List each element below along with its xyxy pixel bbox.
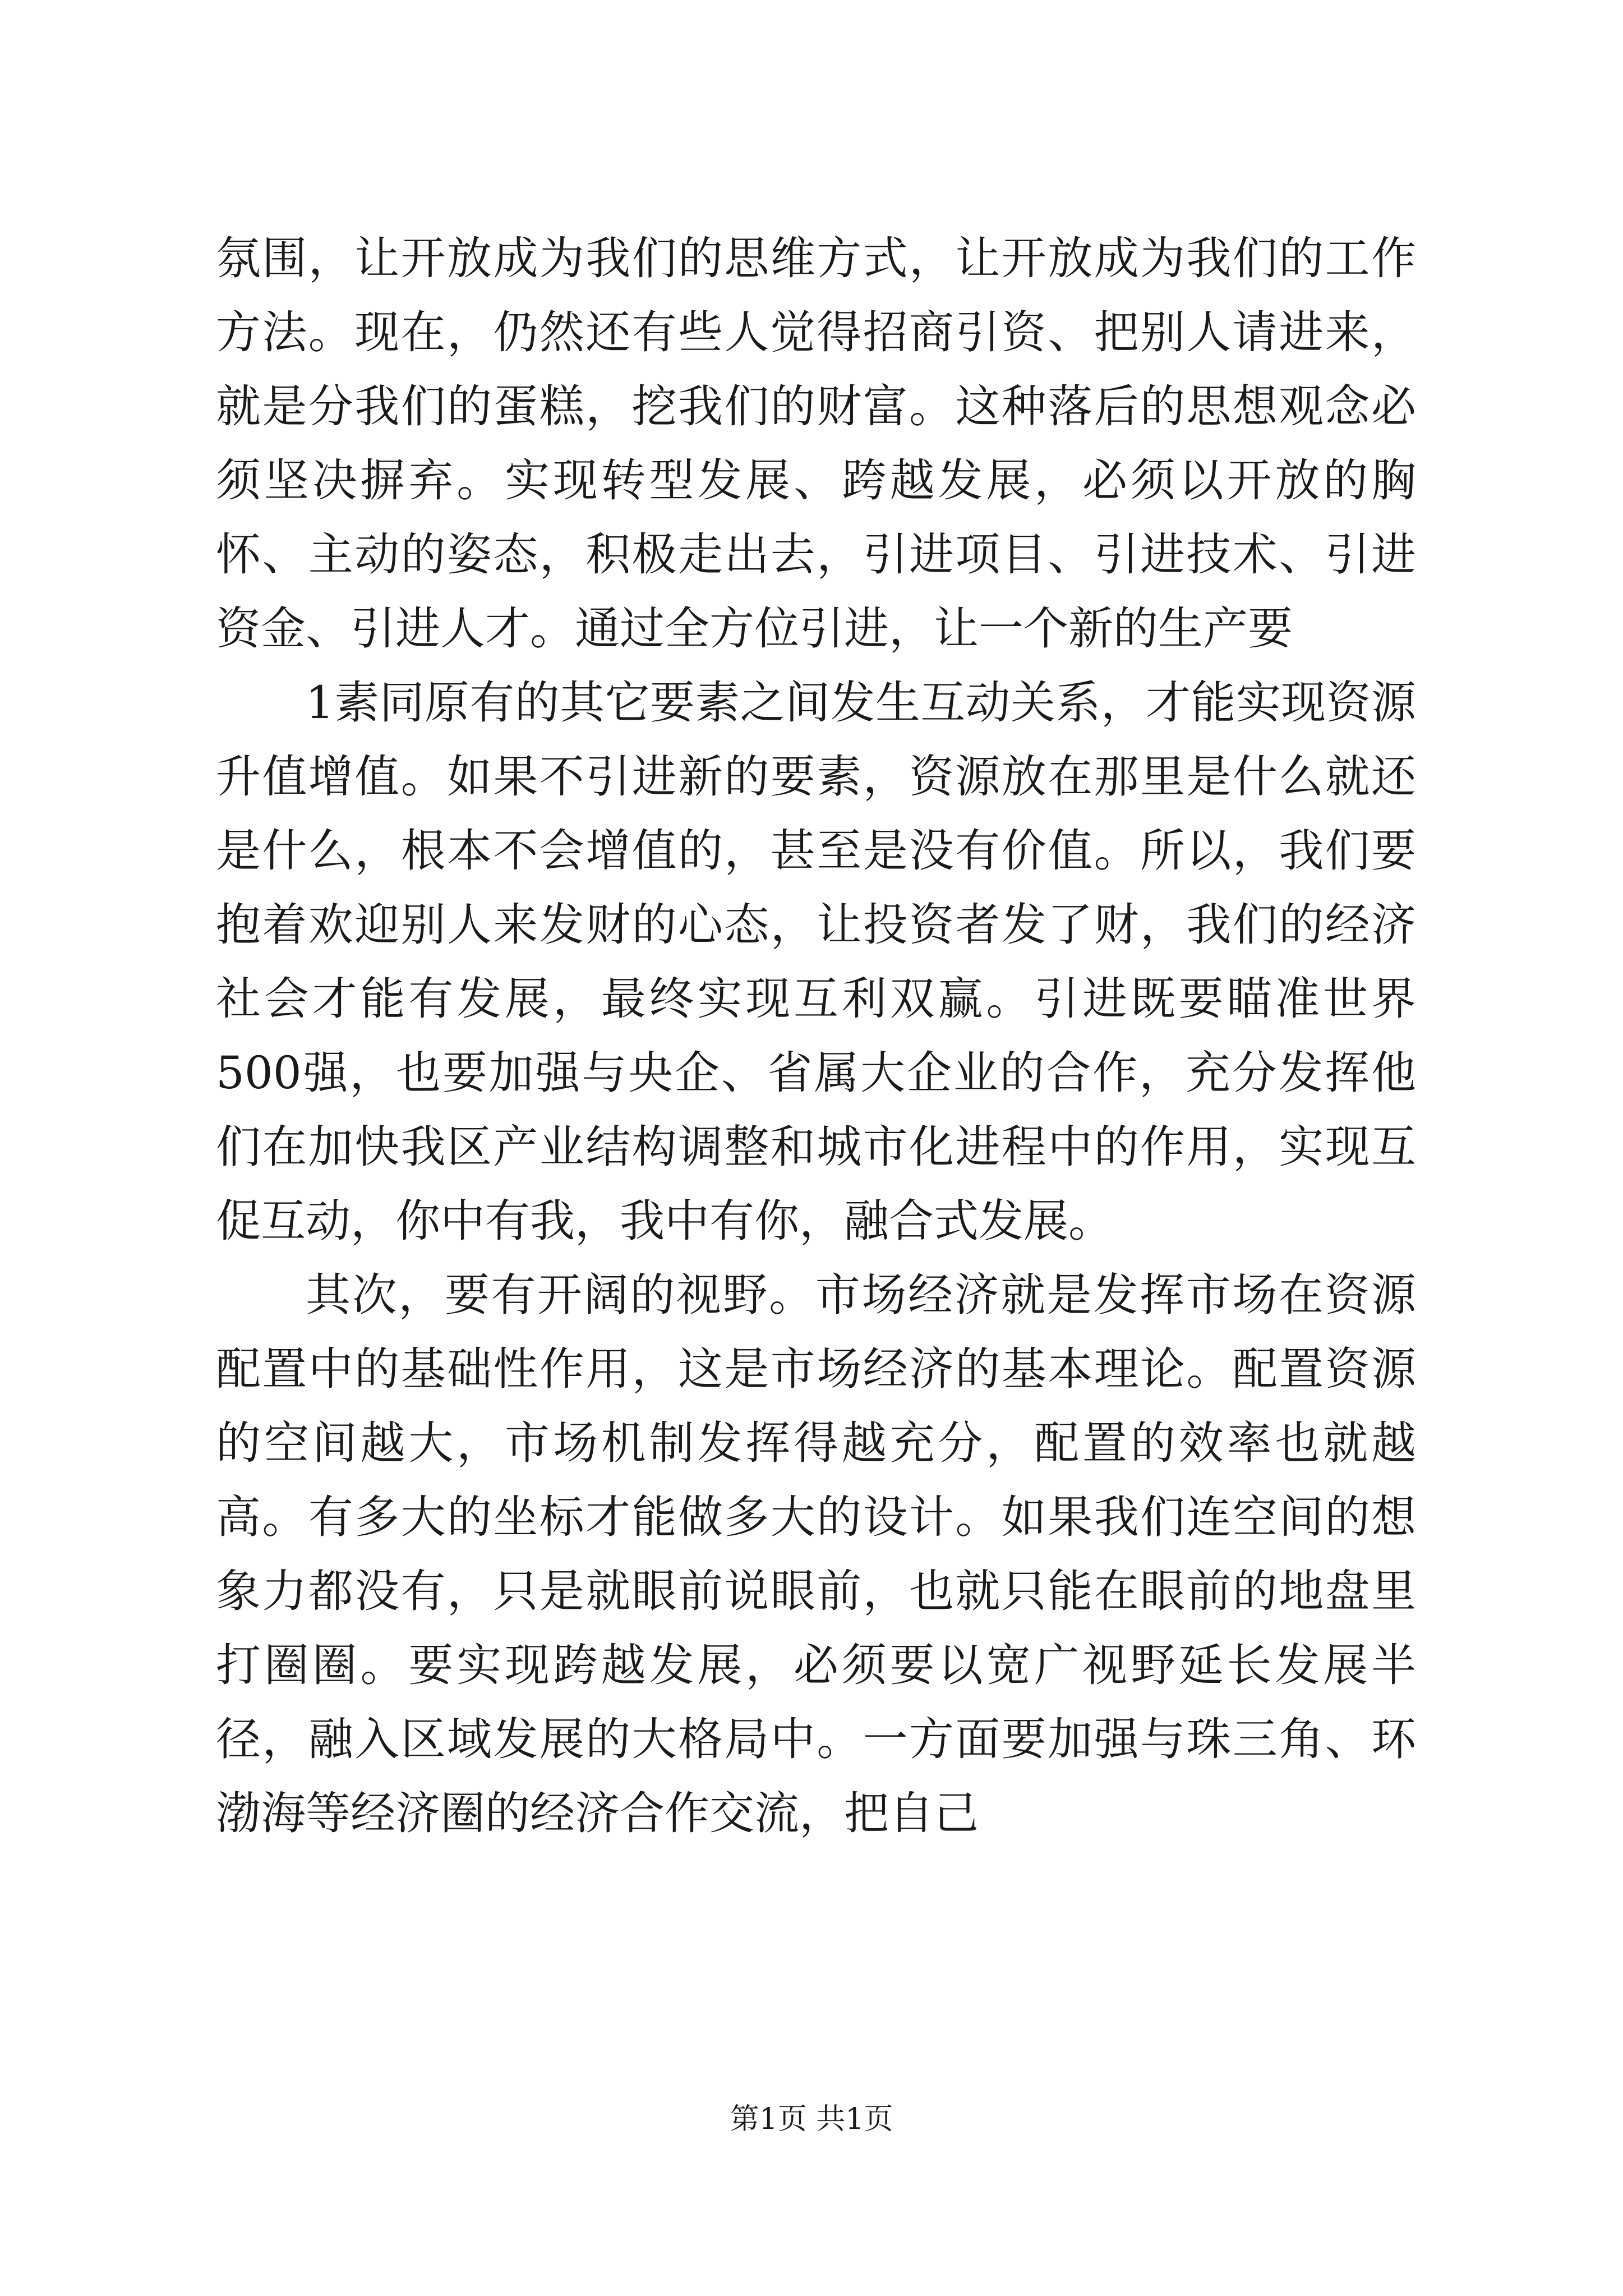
page-footer: 第1页 共1页 [730, 2102, 893, 2136]
document-body [216, 222, 1416, 1851]
paragraph-2: 1素同原有的其它要素之间发生互动关系，才能实现资源升值增值。如果不引进新的要素，资源放在那里是什么就还是什么，根本不会增值的，甚至是没有价值。所以，我们要抱着欢迎别人来发财的心态，让投资者发了财，我们的经济社会才能有发展，最终实现互利双赢。引进既要瞄准世界500强，也要加强与央企、省属大企业的合作，充分发挥他们在加快我区产业结构调整和城市化进程中的作用，实现互促互动，你中有我，我中有你，融合式发展。 [216, 677, 1416, 1247]
paragraph-3: 其次，要有开阔的视野。市场经济就是发挥市场在资源配置中的基础性作用，这是市场经济的基本理论。配置资源的空间越大，市场机制发挥得越充分，配置的效率也就越高。有多大的坐标才能做多大的设计。如果我们连空间的想象力都没有，只是就眼前说眼前，也就只能在眼前的地盘里打圈圈。要实现跨越发展，必须要以宽广视野延长发展半径，融入区域发展的大格局中。一方面要加强与珠三角、环渤海等经济圈的经济合作交流，把自己 [216, 1269, 1416, 1839]
paragraph-1: 氛围，让开放成为我们的思维方式，让开放成为我们的工作方法。现在，仍然还有些人觉得招商引资、把别人请进来，就是分我们的蛋糕，挖我们的财富。这种落后的思想观念必须坚决摒弃。实现转型发展、跨越发展，必须以开放的胸怀、主动的姿态，积极走出去，引进项目、引进技术、引进资金、引进人才。通过全方位引进，让一个新的生产要 [216, 232, 1416, 655]
